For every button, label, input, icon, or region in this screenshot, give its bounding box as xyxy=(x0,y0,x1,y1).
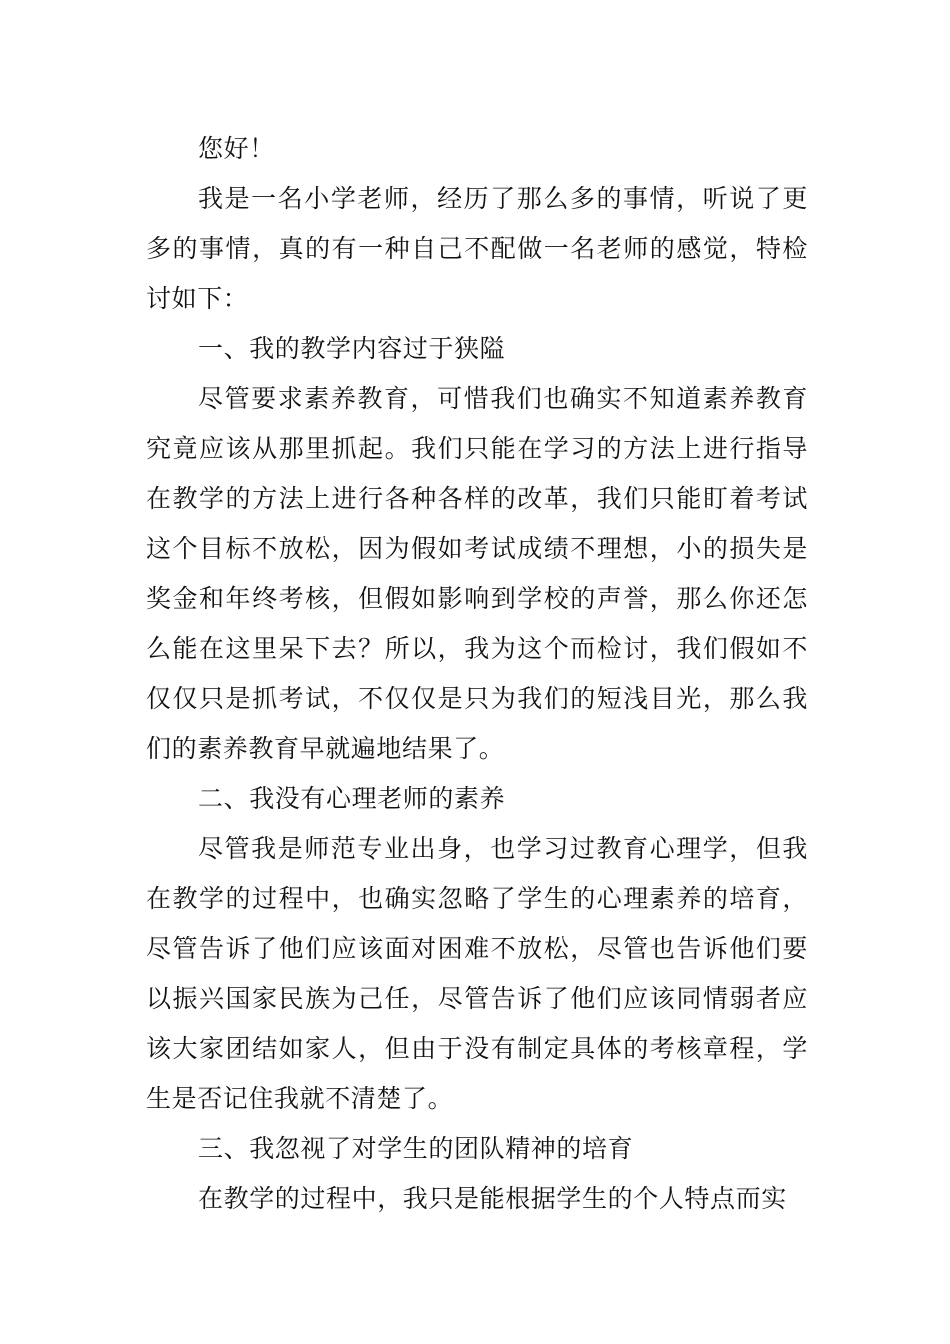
section-heading-3: 三、我忽视了对学生的团队精神的培育 xyxy=(198,1134,634,1163)
paragraph-section-2: 尽管我是师范专业出身，也学习过教育心理学，但我在教学的过程中，也确实忽略了学生的心理素养的培育，尽管告诉了他们应该面对困难不放松，尽管也告诉他们要以振兴国家民族为己任，尽管告诉了他们应该同情弱者应该大家团结如家人，但由于没有制定具体的考核章程，学生是否记住我就不清楚了。 xyxy=(146,834,808,1113)
greeting: 您好！ xyxy=(198,134,275,163)
paragraph-intro: 我是一名小学老师，经历了那么多的事情，听说了更多的事情，真的有一种自己不配做一名老师的感觉，特检讨如下： xyxy=(146,184,808,313)
document-body xyxy=(146,124,808,1224)
paragraph-section-1: 尽管要求素养教育，可惜我们也确实不知道素养教育究竟应该从那里抓起。我们只能在学习的方法上进行指导在教学的方法上进行各种各样的改革，我们只能盯着考试这个目标不放松，因为假如考试成绩不理想，小的损失是奖金和年终考核，但假如影响到学校的声誉，那么你还怎么能在这里呆下去？所以，我为这个而检讨，我们假如不仅仅只是抓考试，不仅仅是只为我们的短浅目光，那么我们的素养教育早就遍地结果了。 xyxy=(146,384,808,763)
paragraph-section-3: 在教学的过程中，我只是能根据学生的个人特点而实 xyxy=(198,1184,787,1213)
section-heading-1: 一、我的教学内容过于狭隘 xyxy=(198,334,506,363)
section-heading-2: 二、我没有心理老师的素养 xyxy=(198,784,506,813)
